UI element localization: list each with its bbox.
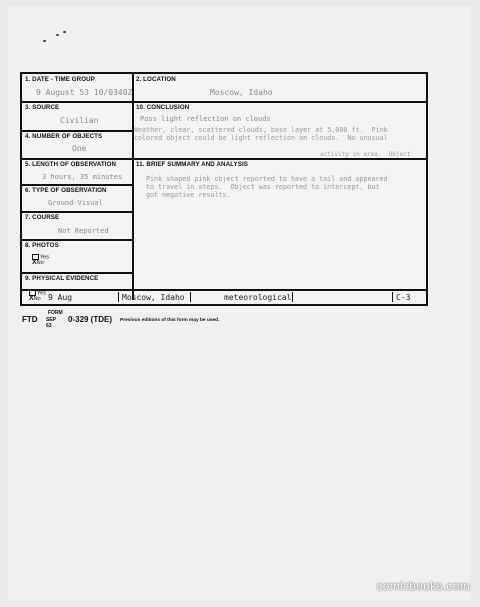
photos-label: 8. PHOTOS — [25, 242, 59, 249]
conclusion-label: 10. CONCLUSION — [136, 104, 190, 111]
course-label: 7. COURSE — [25, 214, 60, 221]
number-of-objects-label: 4. NUMBER OF OBJECTS — [25, 133, 103, 140]
physical-evidence-checkboxes — [29, 290, 46, 302]
row-divider — [22, 184, 132, 186]
source-value: Civilian — [60, 116, 99, 125]
physical-evidence-label: 9. PHYSICAL EVIDENCE — [25, 275, 99, 282]
row-divider — [22, 239, 132, 241]
course-value: Not Reported — [58, 227, 109, 235]
photos-no-label: No — [36, 260, 44, 267]
location-label: 2. LOCATION — [136, 76, 176, 83]
bottom-divider — [292, 292, 293, 302]
summary-line-1: Pink shaped pink object reported to have a tail and appeared — [146, 175, 388, 183]
source-label: 3. SOURCE — [25, 104, 60, 111]
bottom-date: 9 Aug — [48, 293, 73, 302]
bottom-divider — [392, 292, 393, 302]
form-prefix: FTD — [22, 315, 38, 324]
conclusion-value: Poss light reflection on clouds — [140, 115, 271, 123]
weather-line-1: Weather, clear, scattered clouds, base layer at 5,000 ft. Pink — [134, 126, 388, 134]
form-word: FORM — [48, 310, 63, 316]
location-value: Moscow, Idaho — [210, 88, 273, 97]
type-of-observation-value: Ground-Visual — [48, 199, 103, 207]
row-divider — [22, 272, 132, 274]
row-divider — [132, 101, 428, 103]
scan-speck — [56, 34, 59, 36]
row-divider — [22, 101, 132, 103]
date-time-group-value: 9 August 53 10/0340Z — [36, 88, 133, 97]
bottom-category: meteorological — [224, 293, 292, 302]
evidence-no-mark: X — [29, 295, 34, 303]
evidence-no-label: No — [33, 296, 41, 303]
scan-speck — [63, 31, 66, 33]
number-of-objects-value: One — [72, 144, 87, 153]
weather-line-2: colored object could be light reflection on clouds. No unusual — [134, 134, 388, 142]
type-of-observation-label: 6. TYPE OF OBSERVATION — [25, 187, 107, 194]
previous-editions-note: Previous editions of this form may be used. — [120, 318, 220, 323]
length-of-observation-value: 3 hours, 35 minutes — [42, 173, 123, 181]
photos-yes-label: Yes — [40, 254, 49, 261]
form-number: 0-329 (TDE) — [68, 315, 113, 324]
bottom-code: C-3 — [396, 293, 411, 302]
bottom-divider — [190, 292, 191, 302]
row-divider — [22, 211, 132, 213]
brief-summary-label: 11. BRIEF SUMMARY AND ANALYSIS — [136, 161, 248, 168]
summary-line-3: got negative results. — [146, 191, 231, 199]
photos-no-mark: X — [32, 259, 37, 267]
length-of-observation-label: 5. LENGTH OF OBSERVATION — [25, 161, 117, 168]
date-time-group-label: 1. DATE - TIME GROUP — [25, 76, 95, 83]
row-divider — [22, 130, 132, 132]
weather-line-3: activity in area. Object — [320, 151, 411, 158]
bottom-location: Moscow, Idaho — [122, 293, 185, 302]
form-date: SEP 63 — [46, 317, 56, 329]
photos-checkboxes — [32, 254, 49, 266]
row-divider — [22, 289, 428, 291]
watermark: comicbooks.com — [376, 579, 470, 593]
row-divider — [22, 158, 132, 160]
column-divider — [132, 74, 134, 300]
summary-line-2: to travel in steps. Object was reported to intercept, but — [146, 183, 380, 191]
bottom-divider — [118, 292, 119, 302]
scan-speck — [43, 40, 46, 42]
evidence-yes-label: Yes — [37, 290, 46, 297]
project-card-form — [20, 72, 428, 306]
